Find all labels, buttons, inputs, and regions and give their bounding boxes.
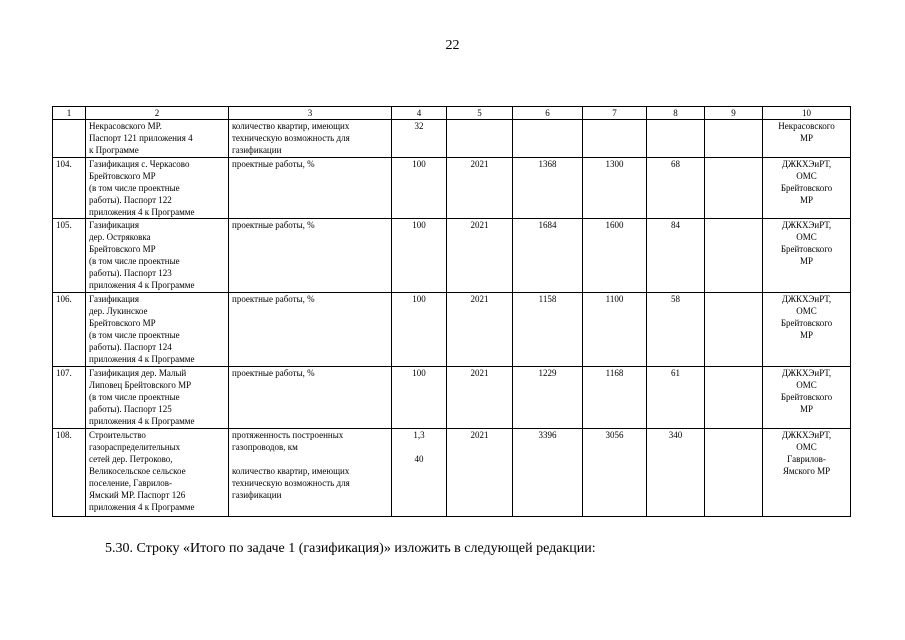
year-cell <box>447 120 513 158</box>
indicator-value-cell <box>392 120 447 158</box>
amount-cell: 340 <box>647 429 705 517</box>
amount-cell <box>705 120 763 158</box>
indicator-cell <box>229 219 392 293</box>
indicator-text: проектные работы, % <box>232 159 315 169</box>
amount-total-cell: 1684 <box>513 219 583 293</box>
year-cell: 2021 <box>447 219 513 293</box>
col-header: 4 <box>392 107 447 120</box>
indicator-value: 32 <box>414 121 424 131</box>
amount-cell: 68 <box>647 158 705 219</box>
indicator-cell <box>229 367 392 429</box>
indicator-cell <box>229 293 392 367</box>
indicator-text: проектные работы, % <box>232 220 315 230</box>
indicator-value: 100 <box>412 159 426 169</box>
table-row <box>53 158 851 219</box>
amount-cell: 1300 <box>583 158 647 219</box>
executor-cell: ДЖКХЭиРТ, ОМС Брейтовского МР <box>763 293 851 367</box>
executor-cell: ДЖКХЭиРТ, ОМС Брейтовского МР <box>763 367 851 429</box>
amount-cell <box>705 219 763 293</box>
col-header: 7 <box>583 107 647 120</box>
year-cell: 2021 <box>447 367 513 429</box>
indicator-value: 100 <box>412 220 426 230</box>
row-number-cell: 105. <box>53 219 86 293</box>
amount-total-cell: 3396 <box>513 429 583 517</box>
amount-cell: 1600 <box>583 219 647 293</box>
executor-cell: Некрасовского МР <box>763 120 851 158</box>
executor-cell: ДЖКХЭиРТ, ОМС Брейтовского МР <box>763 219 851 293</box>
table-row <box>53 120 851 158</box>
amount-cell <box>705 293 763 367</box>
data-table <box>52 106 851 517</box>
indicator-cell <box>229 158 392 219</box>
amount-total-cell: 1229 <box>513 367 583 429</box>
amount-cell: 1168 <box>583 367 647 429</box>
indicator-value: 100 <box>412 294 426 304</box>
table-header-row <box>53 107 851 120</box>
col-header: 10 <box>763 107 851 120</box>
indicator-value-cell <box>392 293 447 367</box>
indicator-text: количество квартир, имеющих техническую возможность для газификации <box>232 121 350 155</box>
amount-cell: 3056 <box>583 429 647 517</box>
col-header: 6 <box>513 107 583 120</box>
row-number-cell: 106. <box>53 293 86 367</box>
indicator-cell <box>229 429 392 517</box>
year-cell: 2021 <box>447 429 513 517</box>
row-number-cell: 107. <box>53 367 86 429</box>
object-name-cell: Газификация с. Черкасово Брейтовского МР (в том числе проектные работы). Паспорт 122 приложения 4 к Программе <box>86 158 229 219</box>
executor-cell: ДЖКХЭиРТ, ОМС Брейтовского МР <box>763 158 851 219</box>
indicator-text: проектные работы, % <box>232 294 315 304</box>
amount-cell: 61 <box>647 367 705 429</box>
row-number-cell <box>53 120 86 158</box>
col-header: 1 <box>53 107 86 120</box>
amount-cell <box>705 429 763 517</box>
amount-cell <box>647 120 705 158</box>
year-cell: 2021 <box>447 158 513 219</box>
amount-cell <box>705 367 763 429</box>
table-row <box>53 367 851 429</box>
year-cell: 2021 <box>447 293 513 367</box>
object-name-cell: Некрасовского МР. Паспорт 121 приложения 4 к Программе <box>86 120 229 158</box>
instruction-paragraph: 5.30. Строку «Итого по задаче 1 (газификация)» изложить в следующей редакции: <box>105 541 596 556</box>
amount-total-cell: 1368 <box>513 158 583 219</box>
indicator-value-cell <box>392 367 447 429</box>
amount-total-cell: 1158 <box>513 293 583 367</box>
object-name-cell: Газификация дер. Остряковка Брейтовского МР (в том числе проектные работы). Паспорт 123 приложения 4 к Программе <box>86 219 229 293</box>
table-row <box>53 219 851 293</box>
indicator-value-cell <box>392 158 447 219</box>
object-name-cell: Газификация дер. Малый Липовец Брейтовского МР (в том числе проектные работы). Паспорт 125 приложения 4 к Программе <box>86 367 229 429</box>
indicator-text: протяженность построенных газопроводов, км <box>232 430 344 452</box>
indicator-value: 100 <box>412 368 426 378</box>
indicator-value-cell <box>392 219 447 293</box>
amount-cell <box>705 158 763 219</box>
table-row <box>53 293 851 367</box>
indicator-text: проектные работы, % <box>232 368 315 378</box>
indicator-text-2: количество квартир, имеющих техническую возможность для газификации <box>232 466 350 500</box>
object-name-cell: Строительство газораспределительных сетей дер. Петроково, Великосельское сельское поселение, Гаврилов- Ямский МР. Паспорт 126 приложения 4 к Программе <box>86 429 229 517</box>
indicator-value: 1,3 <box>413 430 425 440</box>
amount-cell <box>583 120 647 158</box>
col-header: 2 <box>86 107 229 120</box>
indicator-value-cell <box>392 429 447 517</box>
col-header: 8 <box>647 107 705 120</box>
object-name-cell: Газификация дер. Лукинское Брейтовского МР (в том числе проектные работы). Паспорт 124 приложения 4 к Программе <box>86 293 229 367</box>
col-header: 5 <box>447 107 513 120</box>
indicator-value-2: 40 <box>414 454 424 464</box>
indicator-cell <box>229 120 392 158</box>
amount-cell: 58 <box>647 293 705 367</box>
executor-cell: ДЖКХЭиРТ, ОМС Гаврилов- Ямского МР <box>763 429 851 517</box>
table-row <box>53 429 851 517</box>
page-number: 22 <box>445 38 460 53</box>
col-header: 3 <box>229 107 392 120</box>
amount-total-cell <box>513 120 583 158</box>
amount-cell: 1100 <box>583 293 647 367</box>
col-header: 9 <box>705 107 763 120</box>
amount-cell: 84 <box>647 219 705 293</box>
row-number-cell: 104. <box>53 158 86 219</box>
row-number-cell: 108. <box>53 429 86 517</box>
